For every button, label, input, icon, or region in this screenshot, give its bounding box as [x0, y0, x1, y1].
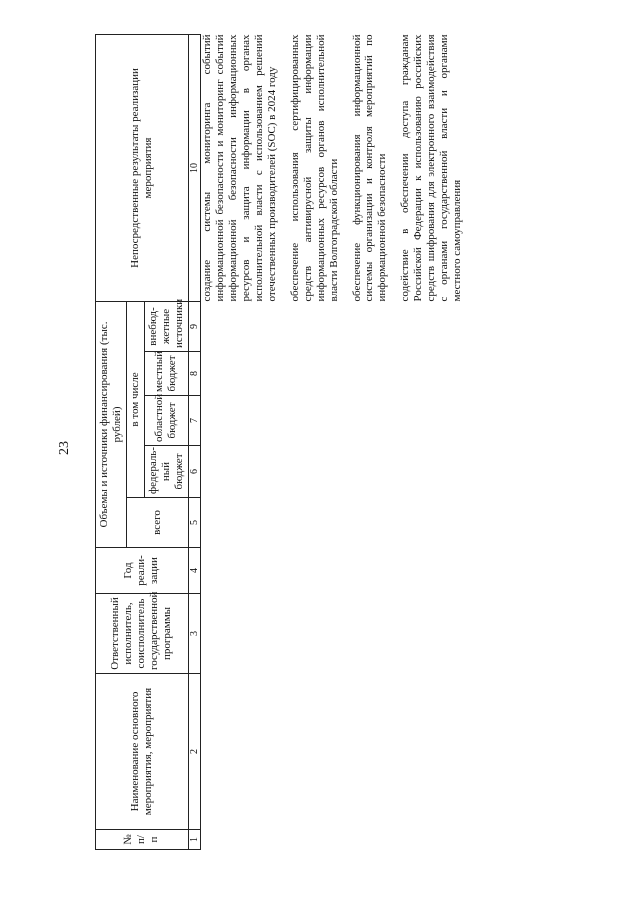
result-item: создание системы мониторинга событий информационной безопасности и мониторинг событий информационной безопасности информационных ресурсов и защита информации в органах исполнительной власти с использованием решений отечественных производителей (SOC) в 2024 году	[200, 34, 278, 302]
column-number: 4	[188, 548, 200, 594]
column-number: 3	[188, 594, 200, 674]
column-number: 9	[188, 301, 200, 351]
column-number: 6	[188, 446, 200, 498]
header-year: Год реали-зации	[96, 548, 189, 594]
column-number: 8	[188, 352, 200, 396]
column-number: 7	[188, 396, 200, 446]
header-number: № п/п	[96, 830, 189, 850]
header-extrabudget: внебюд-жетные источники	[144, 301, 188, 351]
header-federal: федераль-ный бюджет	[144, 446, 188, 498]
column-number-row	[188, 34, 200, 849]
header-local: местный бюджет	[144, 352, 188, 396]
table-row	[200, 34, 474, 849]
header-in-that-number: в том числе	[126, 301, 144, 497]
header-responsible: Ответственный исполнитель, соисполнитель государственной программы	[96, 594, 189, 674]
column-number: 5	[188, 498, 200, 548]
page-number: 23	[57, 441, 72, 455]
header-activity-name: Наименование основного мероприятия, мероприятия	[96, 674, 189, 830]
column-number: 2	[188, 674, 200, 830]
results-cell	[200, 34, 474, 301]
result-item: обеспечение функционирования информационной системы организации и контроля мероприятий по информационной безопасности	[350, 34, 389, 302]
header-total: всего	[126, 498, 188, 548]
header-funding: Объемы и источники финансирования (тыс. рублей)	[96, 301, 127, 547]
header-results: Непосредственные результаты реализации мероприятия	[96, 34, 189, 301]
column-number: 1	[188, 830, 200, 850]
rotated-table-page	[95, 35, 474, 850]
result-item: содействие в обеспечении доступа гражданам Российской Федерации к использованию российских средств шифрования для электронного взаимодействия с органами государственной власти и органами местного самоуправления	[399, 34, 464, 302]
result-item: обеспечение использования сертифицированных средств антивирусной защиты информации информационных ресурсов органов исполнительной власти Волгоградской области	[288, 34, 340, 302]
column-number: 10	[188, 34, 200, 301]
header-regional: областной бюджет	[144, 396, 188, 446]
program-table	[95, 34, 474, 850]
